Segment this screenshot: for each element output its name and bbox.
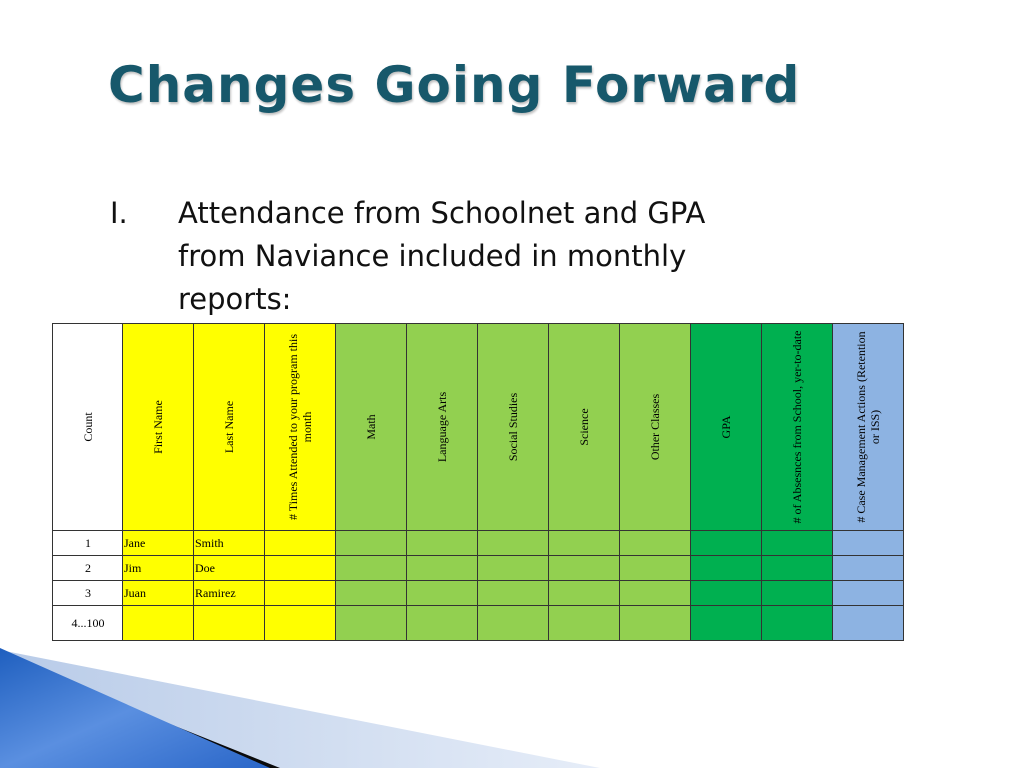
- cell-empty: [620, 581, 691, 606]
- cell-empty: [336, 606, 407, 641]
- cell-empty: [833, 556, 904, 581]
- cell-empty: [691, 556, 762, 581]
- cell-empty: [407, 606, 478, 641]
- header-case-management: # Case Management Actions (Retention or ISS): [833, 324, 904, 531]
- cell-empty: [407, 581, 478, 606]
- cell-empty: [549, 581, 620, 606]
- cell-empty: [762, 606, 833, 641]
- slide-title: Changes Going Forward: [108, 56, 801, 114]
- cell-empty: [265, 556, 336, 581]
- table-row: [53, 606, 904, 641]
- cell-empty: [620, 531, 691, 556]
- cell-first-name: Juan: [123, 581, 194, 606]
- cell-empty: [478, 556, 549, 581]
- cell-empty: [265, 531, 336, 556]
- cell-empty: [549, 606, 620, 641]
- cell-count: 4...100: [53, 606, 123, 641]
- cell-empty: [549, 556, 620, 581]
- header-language-arts: Language Arts: [407, 324, 478, 531]
- report-table: [52, 323, 904, 641]
- cell-first-name: Jane: [123, 531, 194, 556]
- cell-empty: [620, 606, 691, 641]
- cell-empty: [833, 581, 904, 606]
- table-row: [53, 556, 904, 581]
- cell-last-name: Ramirez: [194, 581, 265, 606]
- cell-count: 3: [53, 581, 123, 606]
- header-first-name: First Name: [123, 324, 194, 531]
- cell-empty: [407, 531, 478, 556]
- cell-empty: [620, 556, 691, 581]
- header-gpa: GPA: [691, 324, 762, 531]
- header-other-classes: Other Classes: [620, 324, 691, 531]
- cell-empty: [833, 606, 904, 641]
- header-math: Math: [336, 324, 407, 531]
- cell-empty: [833, 531, 904, 556]
- cell-empty: [691, 606, 762, 641]
- table-row: [53, 581, 904, 606]
- corner-decoration: [0, 640, 1024, 768]
- bullet-number: I.: [110, 196, 128, 230]
- cell-empty: [265, 581, 336, 606]
- cell-count: 1: [53, 531, 123, 556]
- header-row: [53, 324, 904, 531]
- cell-empty: [265, 606, 336, 641]
- cell-first-name: [123, 606, 194, 641]
- cell-empty: [407, 556, 478, 581]
- header-last-name: Last Name: [194, 324, 265, 531]
- cell-last-name: Doe: [194, 556, 265, 581]
- table-row: [53, 531, 904, 556]
- cell-empty: [691, 531, 762, 556]
- cell-empty: [336, 531, 407, 556]
- cell-empty: [478, 531, 549, 556]
- cell-last-name: [194, 606, 265, 641]
- cell-empty: [336, 556, 407, 581]
- cell-count: 2: [53, 556, 123, 581]
- cell-first-name: Jim: [123, 556, 194, 581]
- cell-empty: [762, 556, 833, 581]
- cell-empty: [478, 606, 549, 641]
- cell-empty: [762, 581, 833, 606]
- cell-empty: [762, 531, 833, 556]
- header-science: Science: [549, 324, 620, 531]
- cell-last-name: Smith: [194, 531, 265, 556]
- header-absences: # of Absesnces from School, yer-to-date: [762, 324, 833, 531]
- cell-empty: [336, 581, 407, 606]
- header-count: Count: [53, 324, 123, 531]
- bullet-text: Attendance from Schoolnet and GPA from Naviance included in monthly reports:: [178, 196, 706, 316]
- cell-empty: [549, 531, 620, 556]
- header-times-attended: # Times Attended to your program this month: [265, 324, 336, 531]
- header-social-studies: Social Studies: [478, 324, 549, 531]
- cell-empty: [691, 581, 762, 606]
- cell-empty: [478, 581, 549, 606]
